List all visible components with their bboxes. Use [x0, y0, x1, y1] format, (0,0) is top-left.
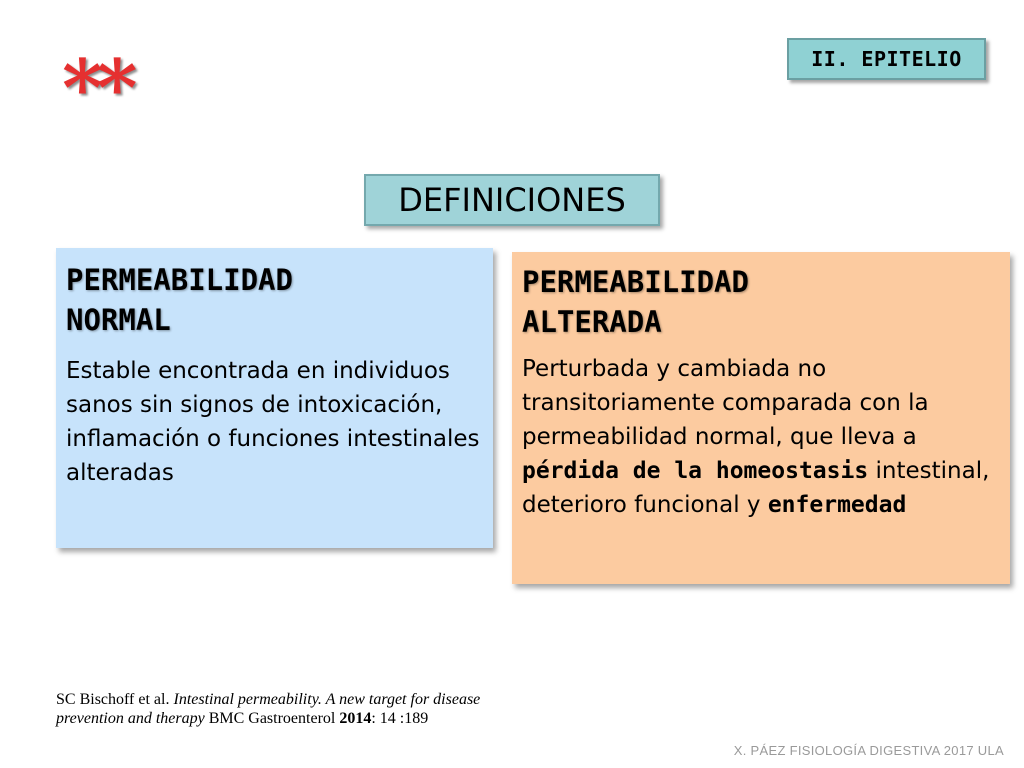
- card-normal-body: Estable encontrada en individuos sanos sin signos de intoxicación, inflamación o funciones intestinales alteradas: [66, 358, 480, 486]
- reference-authors: SC Bischoff et al.: [56, 691, 174, 708]
- card-altered-permeability: [512, 252, 1010, 584]
- card-altered-body-bold-2: enfermedad: [767, 492, 907, 518]
- reference-pages: : 14 :189: [371, 710, 429, 727]
- stars-mark: **: [62, 43, 132, 134]
- footer-credit: X. PÁEZ FISIOLOGÍA DIGESTIVA 2017 ULA: [733, 743, 1004, 758]
- card-altered-title: PERMEABILIDAD ALTERADA: [522, 265, 749, 339]
- card-altered-body-text-1: Perturbada y cambiada no transitoriamente comparada con la permeabilidad normal, que lleva a: [522, 356, 929, 450]
- reference-year: 2014: [339, 710, 372, 727]
- card-normal-title: PERMEABILIDAD NORMAL: [66, 263, 293, 337]
- card-normal-permeability: [56, 248, 493, 548]
- section-tag: II. EPITELIO: [787, 38, 986, 80]
- card-altered-body: [522, 352, 1000, 522]
- reference-citation: [56, 690, 526, 728]
- card-altered-body-text-2: intestinal, deterioro funcional y: [522, 458, 990, 518]
- reference-title: Intestinal permeability. A new target for disease prevention and therapy: [56, 691, 481, 727]
- definitions-heading: DEFINICIONES: [364, 174, 660, 226]
- card-altered-body-bold-1: pérdida de la homeostasis: [522, 458, 869, 484]
- reference-journal: BMC Gastroenterol: [204, 710, 340, 727]
